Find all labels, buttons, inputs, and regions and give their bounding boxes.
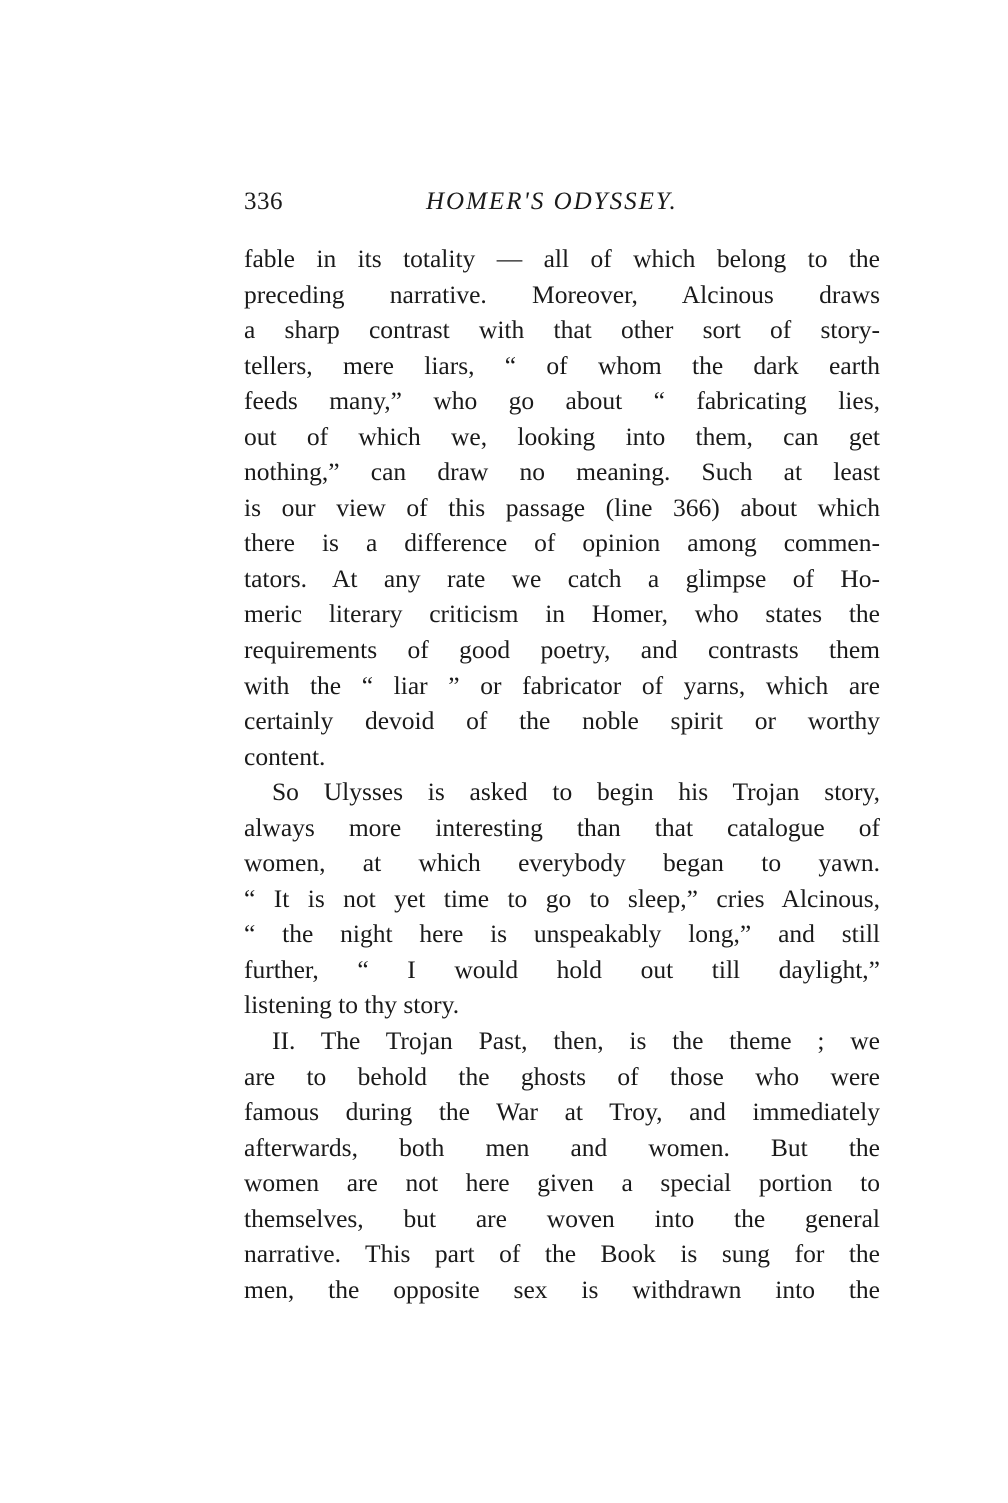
text-line: women are not here given a special portion to	[244, 1168, 880, 1198]
text-line: certainly devoid of the noble spirit or worthy	[244, 706, 880, 736]
text-line: themselves, but are woven into the general	[244, 1203, 880, 1233]
text-line: with the “ liar ” or fabricator of yarns, which are	[244, 670, 880, 700]
text-line: narrative. This part of the Book is sung for the	[244, 1239, 880, 1269]
text-line: afterwards, both men and women. But the	[244, 1132, 880, 1162]
text-line: women, at which everybody began to yawn.	[244, 848, 880, 878]
text-line: tellers, mere liars, “ of whom the dark earth	[244, 350, 880, 380]
text-line: tators. At any rate we catch a glimpse of Ho-	[244, 563, 880, 593]
text-line: famous during the War at Troy, and immediately	[244, 1097, 880, 1127]
text-line: fable in its totality — all of which belong to the	[244, 244, 880, 273]
text-line: requirements of good poetry, and contrasts them	[244, 635, 880, 665]
text-line: is our view of this passage (line 366) about which	[244, 492, 880, 522]
text-line: content.	[244, 741, 326, 771]
running-title: HOMER'S ODYSSEY.	[426, 188, 678, 215]
text-line: there is a difference of opinion among commen-	[244, 528, 880, 558]
running-head	[244, 186, 884, 218]
text-line: always more interesting than that catalogue of	[244, 812, 880, 842]
text-line: men, the opposite sex is withdrawn into the	[244, 1274, 880, 1304]
text-line: “ It is not yet time to go to sleep,” cries Alcinous,	[244, 883, 880, 913]
text-line: II. The Trojan Past, then, is the theme ; we	[272, 1026, 880, 1056]
body-text	[244, 241, 880, 1307]
page-number: 336	[244, 188, 283, 215]
text-line: are to behold the ghosts of those who were	[244, 1061, 880, 1091]
text-line: feeds many,” who go about “ fabricating lies,	[244, 386, 880, 416]
text-line: listening to thy story.	[244, 990, 460, 1020]
text-line: “ the night here is unspeakably long,” and still	[244, 919, 880, 949]
text-line: meric literary criticism in Homer, who states the	[244, 599, 880, 629]
text-line: nothing,” can draw no meaning. Such at least	[244, 457, 880, 487]
text-line: preceding narrative. Moreover, Alcinous draws	[244, 279, 880, 309]
text-line: So Ulysses is asked to begin his Trojan story,	[272, 777, 880, 807]
text-line: further, “ I would hold out till daylight,”	[244, 954, 880, 984]
text-line: out of which we, looking into them, can get	[244, 421, 880, 451]
text-line: a sharp contrast with that other sort of story-	[244, 315, 880, 345]
